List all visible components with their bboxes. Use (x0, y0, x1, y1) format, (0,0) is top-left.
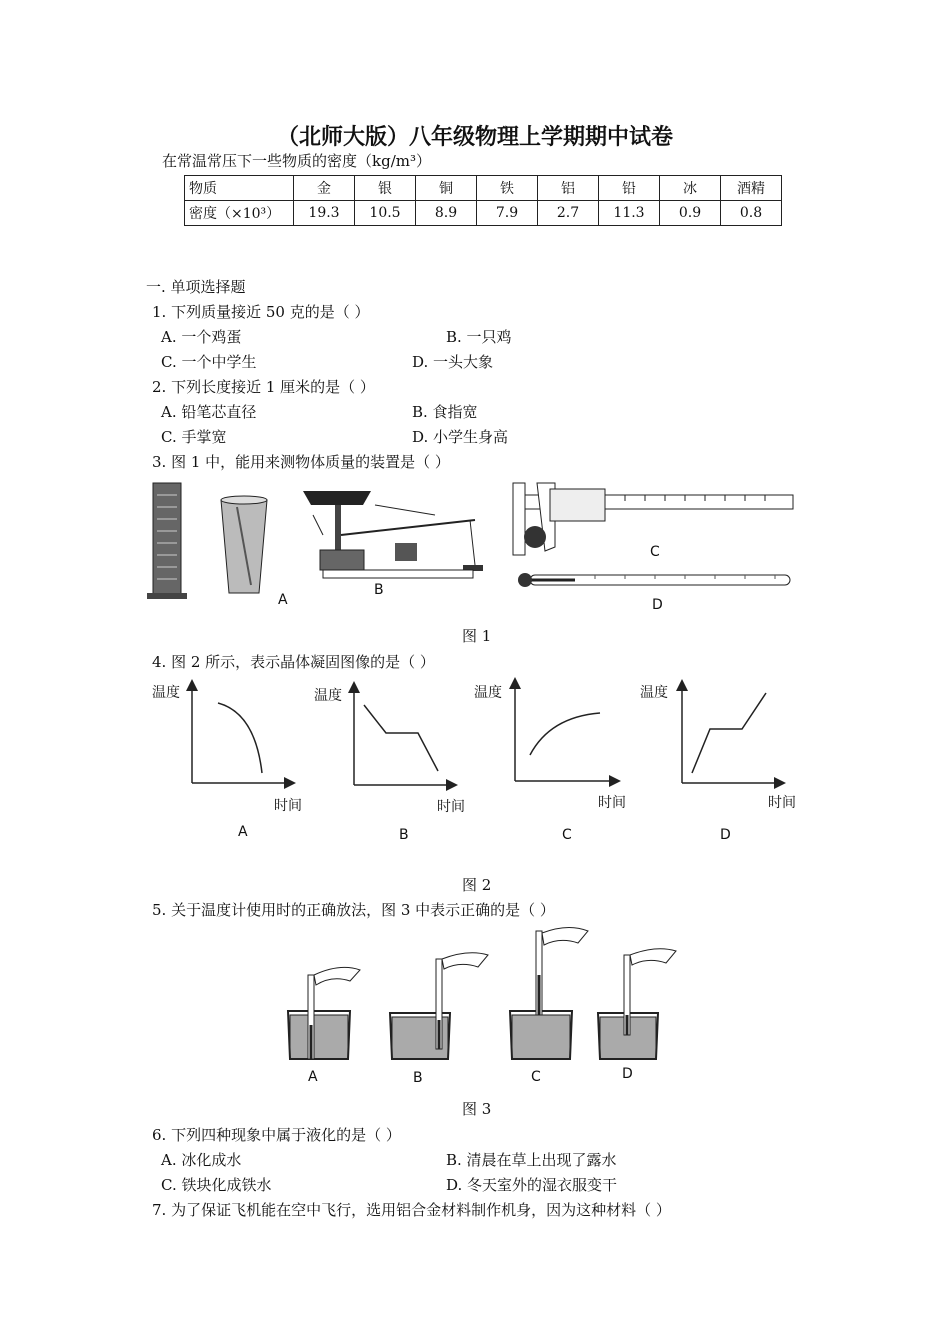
figure-caption: 图 3 (462, 1100, 492, 1118)
figure-label: B (399, 827, 409, 843)
table-cell: 11.3 (599, 201, 660, 226)
figure-caption: 图 1 (462, 627, 492, 645)
figure-label: B (374, 582, 384, 598)
balance-scale-drawing (303, 491, 483, 578)
table-cell: 10.5 (355, 201, 416, 226)
table-cell: 密度（×10³） (185, 201, 294, 226)
figure-3 (280, 925, 680, 1070)
table-cell: 金 (294, 176, 355, 201)
beaker-d-drawing (598, 949, 676, 1059)
graph-d (682, 685, 780, 783)
table-cell: 2.7 (538, 201, 599, 226)
table-row (185, 201, 782, 226)
axis-label: 温度 (474, 685, 502, 701)
table-cell: 8.9 (416, 201, 477, 226)
axis-label: 温度 (640, 685, 668, 701)
table-caption: 在常温常压下一些物质的密度（kg/m³） (162, 152, 431, 170)
option-6c[interactable]: C. 铁块化成铁水 (161, 1176, 272, 1194)
density-table (184, 175, 782, 226)
figure-label: C (562, 827, 572, 843)
axis-label: 时间 (598, 795, 626, 811)
table-cell: 冰 (660, 176, 721, 201)
thermometer-drawing (518, 573, 790, 587)
axis-label: 时间 (274, 798, 302, 814)
beaker-c-drawing (510, 927, 588, 1059)
graph-a (192, 685, 290, 783)
table-cell: 铜 (416, 176, 477, 201)
option-2d[interactable]: D. 小学生身高 (412, 428, 509, 446)
table-cell: 0.9 (660, 201, 721, 226)
section-heading: 一. 单项选择题 (146, 278, 246, 296)
option-6d[interactable]: D. 冬天室外的湿衣服变干 (446, 1176, 618, 1194)
option-1a[interactable]: A. 一个鸡蛋 (161, 328, 242, 346)
axis-label: 温度 (314, 688, 342, 704)
figure-label: D (652, 597, 663, 613)
option-1c[interactable]: C. 一个中学生 (161, 353, 257, 371)
table-cell: 铝 (538, 176, 599, 201)
question-6: 6. 下列四种现象中属于液化的是（ ） (152, 1126, 401, 1144)
option-1b[interactable]: B. 一只鸡 (446, 328, 512, 346)
figure-label: B (413, 1070, 423, 1086)
beaker-a-drawing (288, 967, 360, 1059)
table-cell: 酒精 (721, 176, 782, 201)
figure-label: A (308, 1069, 318, 1085)
question-4: 4. 图 2 所示，表示晶体凝固图像的是（ ） (152, 653, 435, 671)
question-2: 2. 下列长度接近 1 厘米的是（ ） (152, 378, 375, 396)
graph-c (515, 683, 615, 781)
table-cell: 铅 (599, 176, 660, 201)
page-title: （北师大版）八年级物理上学期期中试卷 (276, 125, 673, 150)
question-5: 5. 关于温度计使用时的正确放法，图 3 中表示正确的是（ ） (152, 901, 555, 919)
table-cell: 银 (355, 176, 416, 201)
figure-1 (145, 475, 805, 615)
table-cell: 物质 (185, 176, 294, 201)
question-3: 3. 图 1 中，能用来测物体质量的装置是（ ） (152, 453, 450, 471)
question-1: 1. 下列质量接近 50 克的是（ ） (152, 303, 370, 321)
question-7: 7. 为了保证飞机能在空中飞行，选用铝合金材料制作机身，因为这种材料（ ） (152, 1201, 671, 1219)
option-1d[interactable]: D. 一头大象 (412, 353, 494, 371)
option-2a[interactable]: A. 铅笔芯直径 (161, 403, 257, 421)
table-row (185, 176, 782, 201)
axis-label: 时间 (437, 799, 465, 815)
beaker-b-drawing (390, 953, 488, 1059)
figure-caption: 图 2 (462, 876, 492, 894)
table-cell: 铁 (477, 176, 538, 201)
option-2c[interactable]: C. 手掌宽 (161, 428, 227, 446)
axis-label: 时间 (768, 795, 796, 811)
option-6a[interactable]: A. 冰化成水 (161, 1151, 242, 1169)
table-cell: 7.9 (477, 201, 538, 226)
table-cell: 0.8 (721, 201, 782, 226)
figure-label: A (238, 824, 248, 840)
figure-label: C (531, 1069, 541, 1085)
graph-b (354, 687, 452, 785)
option-6b[interactable]: B. 清晨在草上出现了露水 (446, 1151, 617, 1169)
axis-label: 温度 (152, 685, 180, 701)
figure-label: C (650, 544, 660, 560)
option-2b[interactable]: B. 食指宽 (412, 403, 478, 421)
figure-label: D (720, 827, 731, 843)
cylinder-and-beaker-drawing (147, 483, 267, 599)
figure-label: A (278, 592, 288, 608)
figure-label: D (622, 1066, 633, 1082)
table-cell: 19.3 (294, 201, 355, 226)
